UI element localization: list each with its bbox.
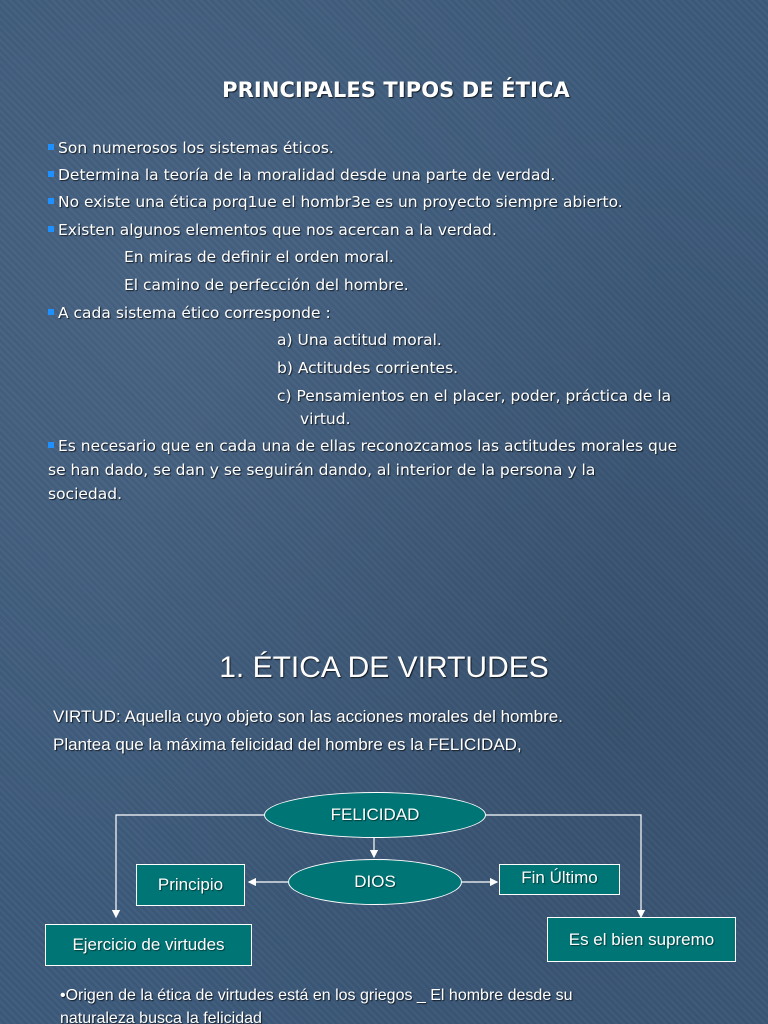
sub-line: En miras de definir el orden moral.	[124, 248, 394, 266]
bullet-line: Es necesario que en cada una de ellas reconozcamos las actitudes morales que	[48, 436, 677, 456]
bien-supremo-node: Es el bien supremo	[547, 917, 736, 962]
principio-node: Principio	[136, 864, 245, 906]
sub-line: c) Pensamientos en el placer, poder, práctica de la	[277, 387, 672, 405]
bullet-square-icon	[48, 226, 54, 232]
bullet-line: Determina la teoría de la moralidad desde una parte de verdad.	[48, 165, 555, 185]
continuation-line: se han dado, se dan y se seguirán dando, al interior de la persona y la	[48, 461, 596, 479]
virtud-definition: VIRTUD: Aquella cuyo objeto son las acciones morales del hombre.	[53, 707, 563, 726]
bullet-line: Existen algunos elementos que nos acercan a la verdad.	[48, 220, 497, 240]
bullet-line: A cada sistema ético corresponde :	[48, 303, 331, 323]
bullet-line: No existe una ética porq1ue el hombr3e es un proyecto siempre abierto.	[48, 192, 623, 212]
felicidad-statement: Plantea que la máxima felicidad del hombre es la FELICIDAD,	[53, 735, 522, 754]
bullet-line: Son numerosos los sistemas éticos.	[48, 138, 334, 158]
sub-line: El camino de perfección del hombre.	[124, 276, 409, 294]
footer-naturaleza-line: naturaleza busca la felicidad	[60, 1010, 262, 1024]
ejercicio-virtudes-node: Ejercicio de virtudes	[45, 924, 252, 966]
bullet-square-icon	[48, 171, 54, 177]
slide-etica-de-virtudes	[0, 575, 768, 1024]
bullet-square-icon	[48, 198, 54, 204]
dios-node: DIOS	[288, 859, 462, 905]
bullet-square-icon	[48, 144, 54, 150]
sub-line: virtud.	[300, 410, 351, 428]
felicidad-node: FELICIDAD	[264, 792, 486, 838]
bullet-square-icon	[48, 442, 54, 448]
bullet-square-icon	[48, 309, 54, 315]
slide1-title: PRINCIPALES TIPOS DE ÉTICA	[222, 78, 570, 102]
fin-ultimo-node: Fin Último	[499, 864, 620, 895]
footer-origen-line: •Origen de la ética de virtudes está en los griegos _ El hombre desde su	[60, 987, 573, 1004]
continuation-line: sociedad.	[48, 485, 123, 503]
sub-line: a) Una actitud moral.	[277, 331, 442, 349]
slide2-title: 1. ÉTICA DE VIRTUDES	[219, 651, 549, 684]
sub-line: b) Actitudes corrientes.	[277, 359, 459, 377]
